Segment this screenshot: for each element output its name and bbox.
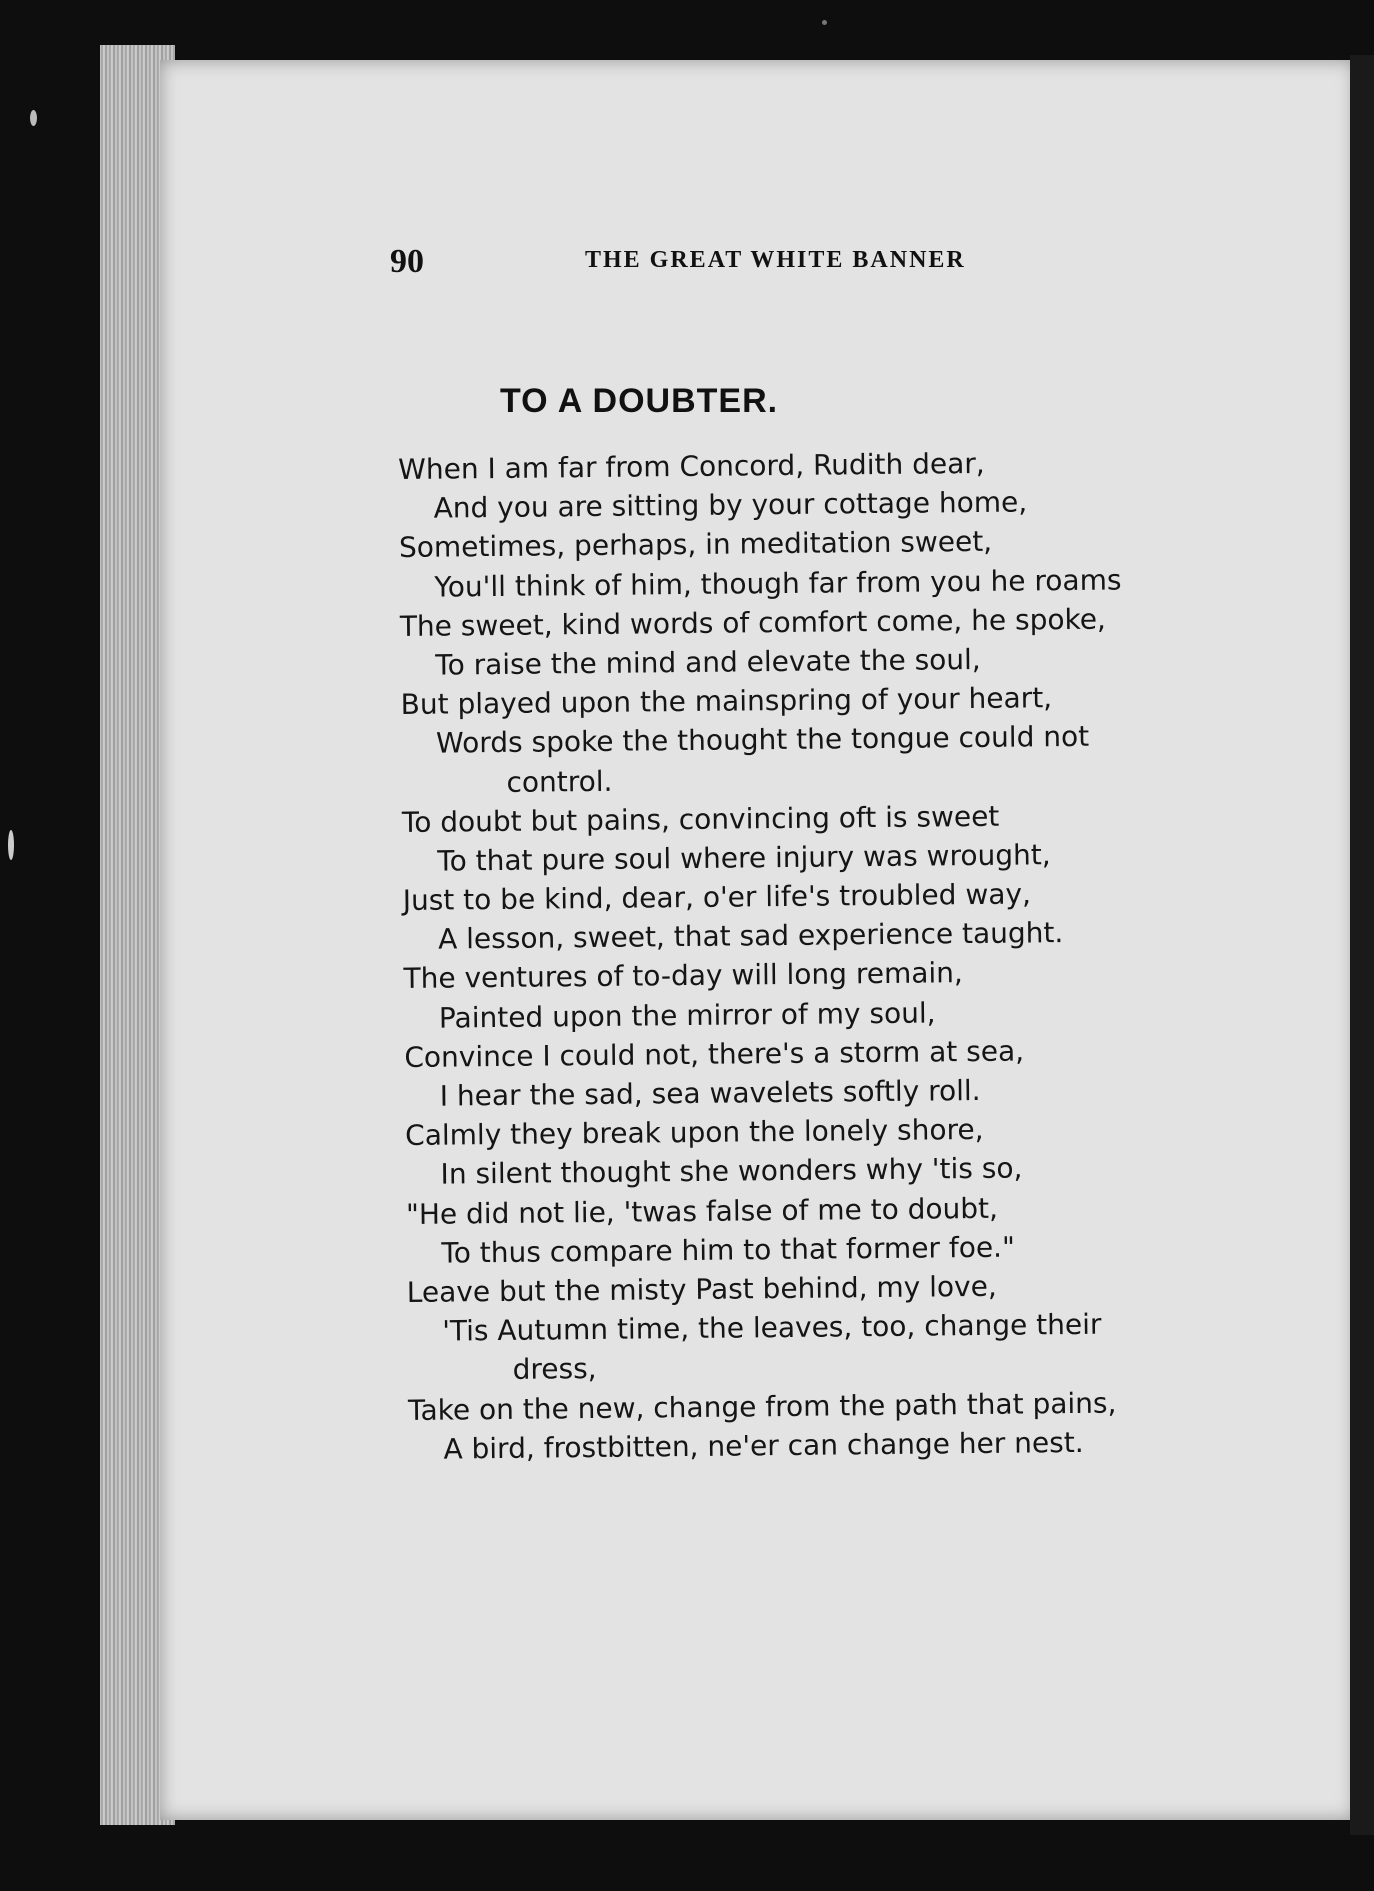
- poem-line: Calmly they break upon the lonely shore,: [405, 1113, 984, 1153]
- poem-line: You'll think of him, though far from you he roams: [434, 562, 1122, 604]
- poem-line: Just to be kind, dear, o'er life's troubled way,: [402, 877, 1032, 918]
- poem-line: The sweet, kind words of comfort come, he spoke,: [399, 602, 1107, 643]
- poem-title: TO A DOUBTER.: [500, 382, 779, 420]
- running-title: THE GREAT WHITE BANNER: [585, 247, 966, 273]
- poem-line: dress,: [512, 1352, 597, 1387]
- poem-line: To doubt but pains, convincing oft is sweet: [401, 799, 1000, 839]
- poem-body: [398, 442, 1209, 1469]
- poem-line: control.: [506, 764, 613, 799]
- poem-line: 'Tis Autumn time, the leaves, too, change their: [442, 1307, 1102, 1348]
- poem-line: Words spoke the thought the tongue could not: [435, 720, 1090, 760]
- poem-line: The ventures of to-day will long remain,: [403, 956, 964, 996]
- right-binding-shadow: [1350, 55, 1374, 1835]
- page-number: 90: [390, 243, 424, 280]
- poem-line: A bird, frostbitten, ne'er can change her nest.: [443, 1425, 1084, 1466]
- poem-line: But played upon the mainspring of your heart,: [400, 681, 1053, 722]
- poem-line: "He did not lie, 'twas false of me to doubt,: [405, 1191, 999, 1231]
- poem-line: Convince I could not, there's a storm at sea,: [404, 1034, 1025, 1074]
- poem-line: Painted upon the mirror of my soul,: [438, 996, 936, 1035]
- poem-line: To raise the mind and elevate the soul,: [435, 642, 981, 682]
- poem-line: Sometimes, perhaps, in meditation sweet,: [398, 525, 993, 565]
- poem-line: And you are sitting by your cottage home,: [433, 485, 1028, 525]
- poem-line: To thus compare him to that former foe.": [441, 1230, 1016, 1270]
- poem-line: Leave but the misty Past behind, my love,: [406, 1269, 997, 1309]
- poem-line: To that pure soul where injury was wrought,: [437, 838, 1051, 878]
- poem-line: Take on the new, change from the path that pains,: [407, 1386, 1117, 1427]
- poem-line: When I am far from Concord, Rudith dear,: [398, 446, 985, 486]
- poem-line: I hear the sad, sea wavelets softly roll.: [439, 1073, 981, 1113]
- poem-line: A lesson, sweet, that sad experience taught.: [437, 916, 1064, 956]
- poem-line: In silent thought she wonders why 'tis so,: [440, 1151, 1023, 1191]
